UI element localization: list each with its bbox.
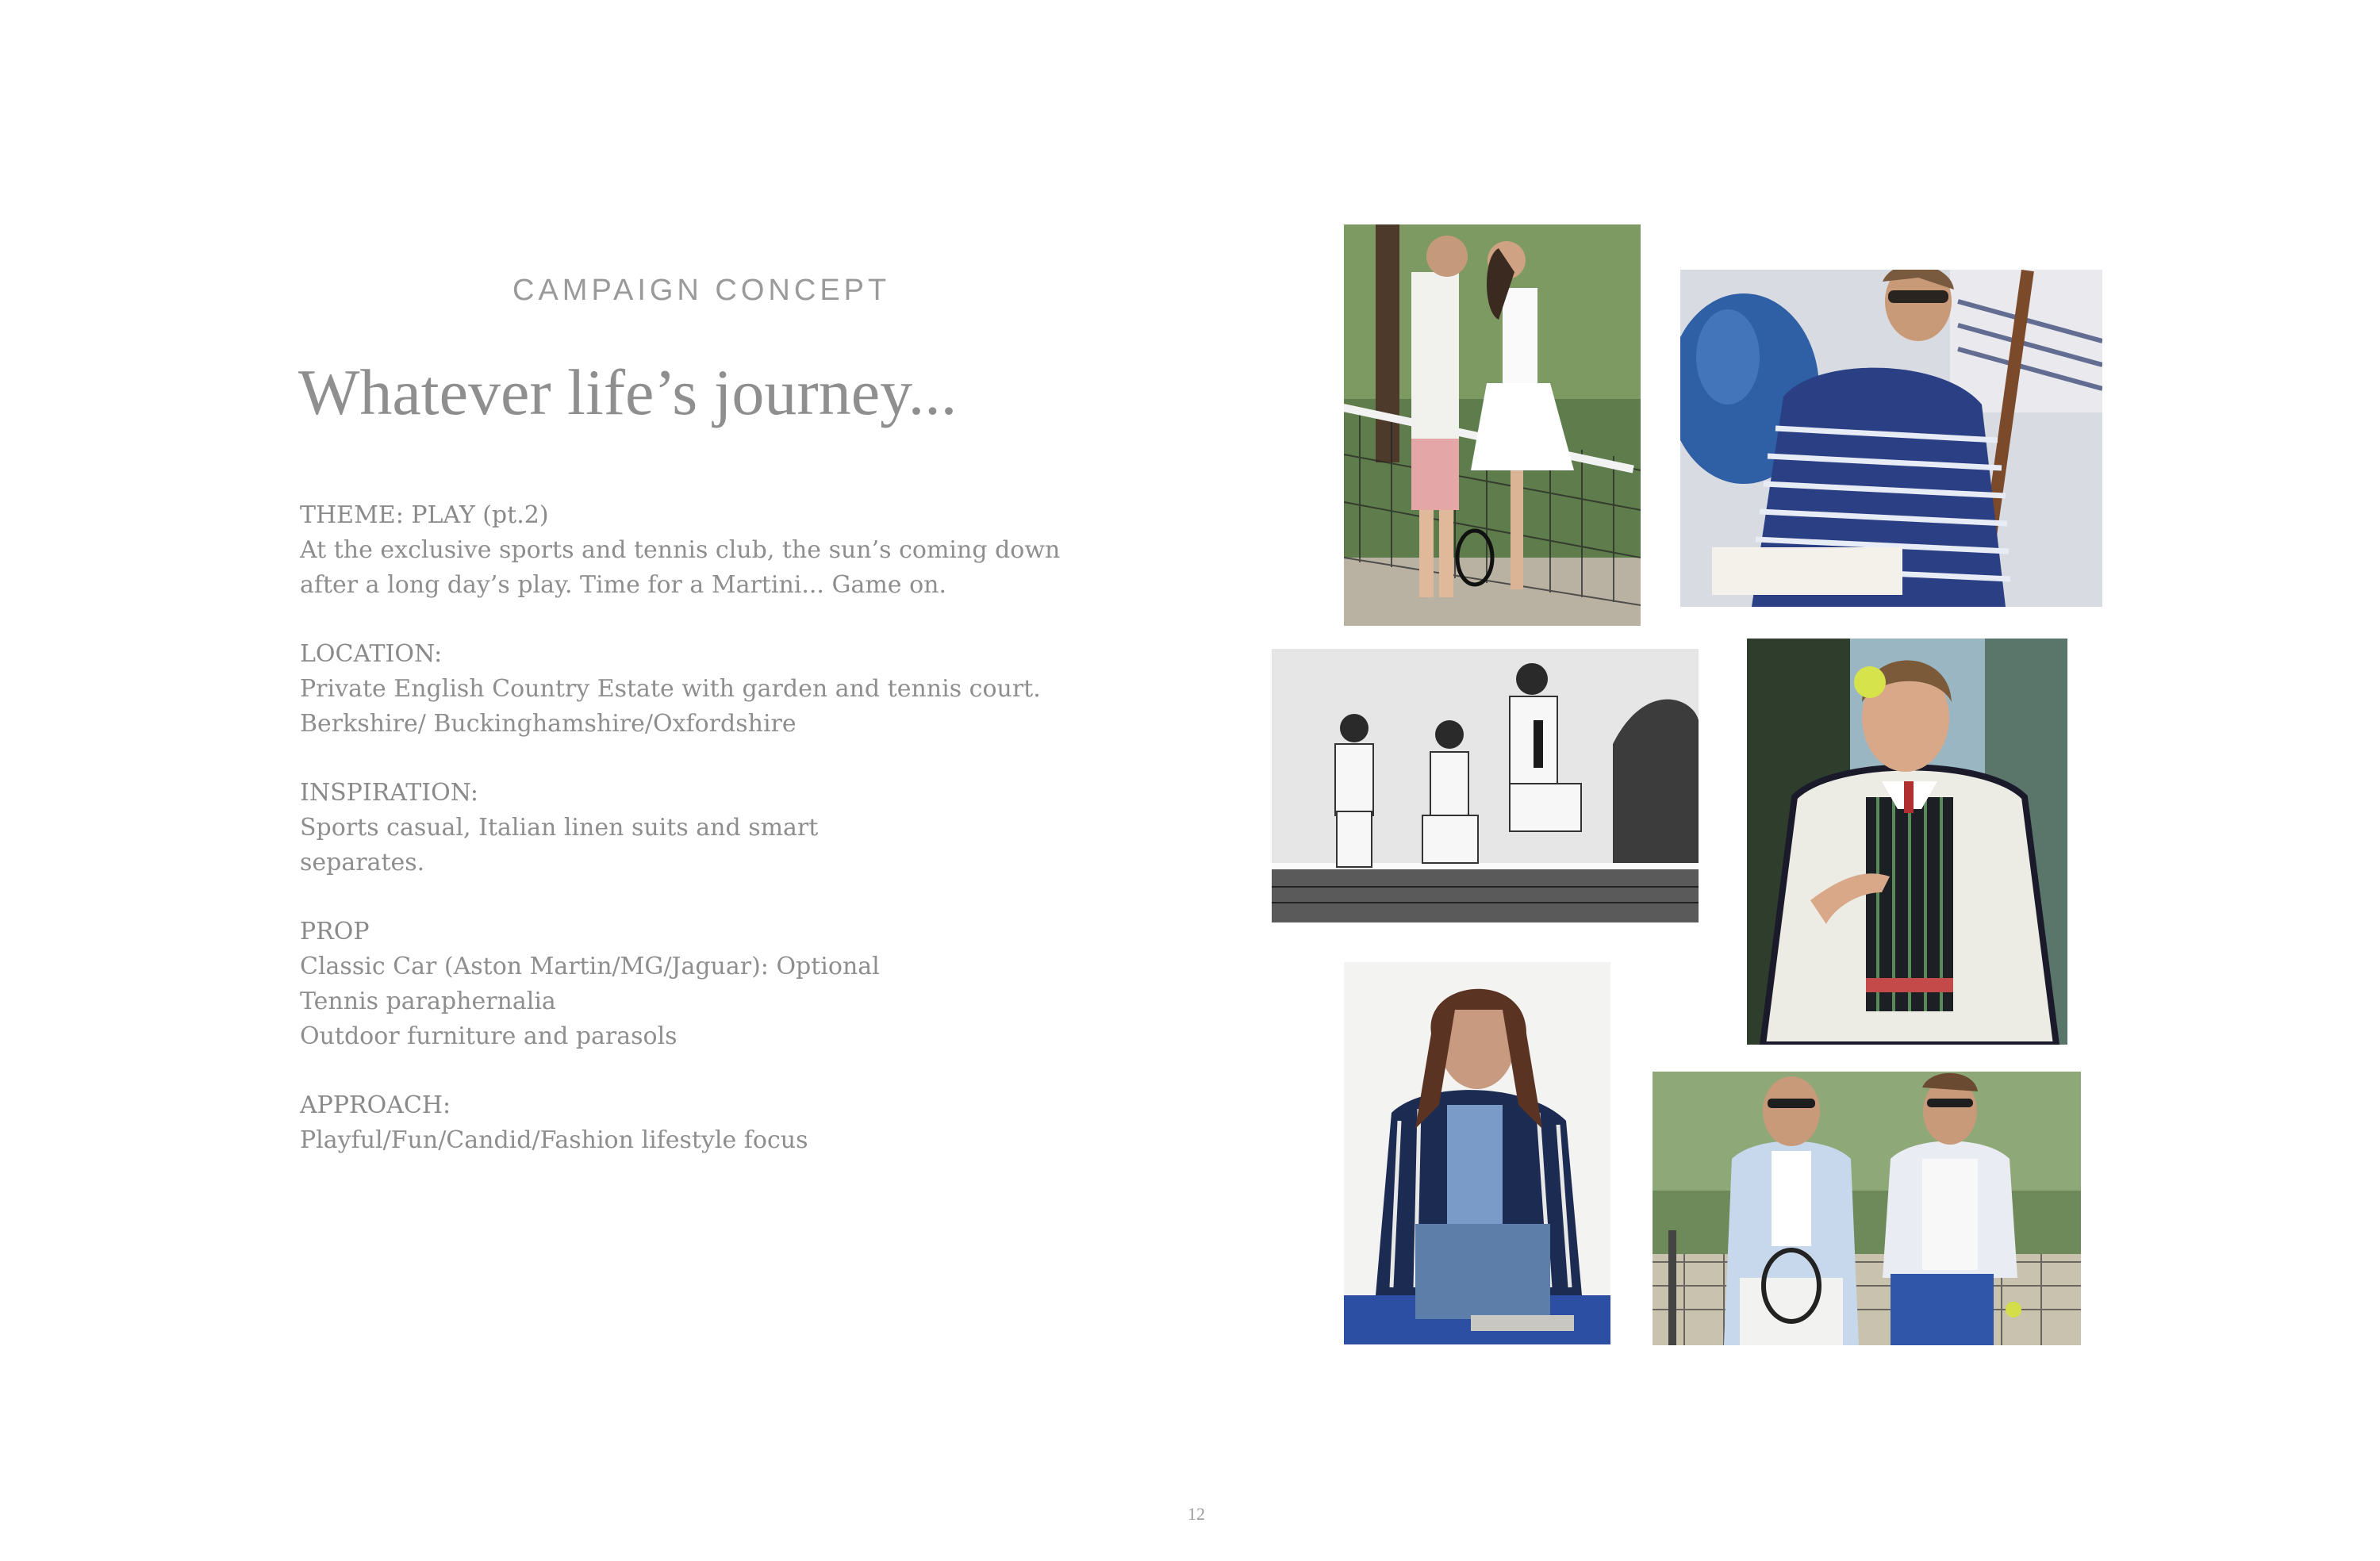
- photo-couple-tennis-net: [1344, 224, 1641, 626]
- concept-sections: [300, 498, 1061, 1192]
- photo-bw-tennis-players: [1272, 649, 1699, 922]
- inspiration-heading: INSPIRATION:: [300, 779, 479, 807]
- theme-line: after a long day’s play. Time for a Martini... Game on.: [300, 571, 947, 599]
- theme-line: At the exclusive sports and tennis club, the sun’s coming down: [300, 536, 1061, 564]
- page-title: Whatever life’s journey...: [298, 356, 958, 428]
- photo-blazer-tennis-ball: [1747, 639, 2067, 1045]
- theme-section: [300, 498, 1061, 603]
- photo-two-men-rackets: [1653, 1072, 2081, 1345]
- prop-line: Classic Car (Aston Martin/MG/Jaguar): Optional: [300, 953, 880, 980]
- inspiration-line: separates.: [300, 849, 425, 876]
- prop-line: Tennis paraphernalia: [300, 988, 556, 1015]
- theme-heading: THEME: PLAY (pt.2): [300, 501, 549, 529]
- approach-section: [300, 1088, 1061, 1158]
- inspiration-line: Sports casual, Italian linen suits and smart: [300, 814, 819, 842]
- prop-section: [300, 915, 1061, 1054]
- page-number: 12: [1188, 1504, 1205, 1524]
- photo-striped-blazer-woman: [1344, 962, 1610, 1344]
- prop-line: Outdoor furniture and parasols: [300, 1022, 678, 1050]
- location-heading: LOCATION:: [300, 640, 443, 668]
- photo-striped-sweater: [1680, 270, 2102, 607]
- location-line: Berkshire/ Buckinghamshire/Oxfordshire: [300, 710, 797, 738]
- location-line: Private English Country Estate with garden and tennis court.: [300, 675, 1041, 703]
- location-section: [300, 637, 1061, 742]
- prop-heading: PROP: [300, 918, 370, 945]
- approach-heading: APPROACH:: [300, 1091, 451, 1119]
- inspiration-section: [300, 776, 1061, 880]
- eyebrow-title: CAMPAIGN CONCEPT: [512, 274, 891, 307]
- approach-line: Playful/Fun/Candid/Fashion lifestyle focus: [300, 1126, 808, 1154]
